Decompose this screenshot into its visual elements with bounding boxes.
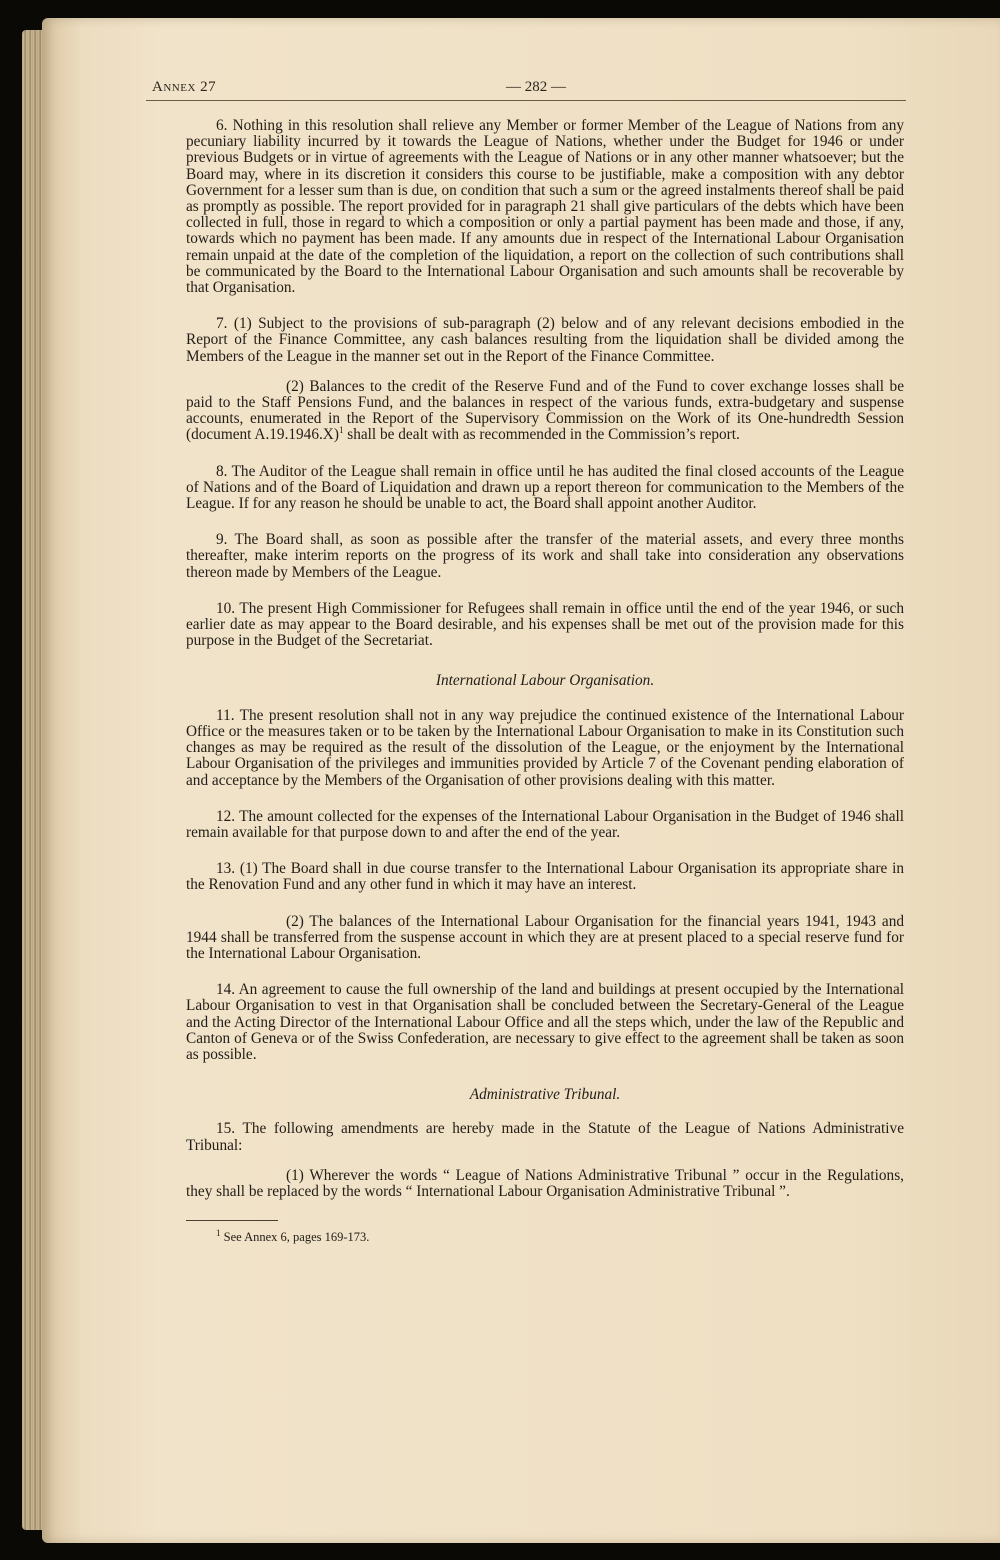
section-heading-ilo: International Labour Organisation.: [435, 672, 655, 690]
paragraph-7-2: [186, 379, 904, 444]
paragraph-15-1: (1) Wherever the words “ League of Nations Administrative Tribunal ” occur in the Regulations, they shall be replaced by the words “ International Labour Organisation Administrative Tribunal ”.: [186, 1166, 904, 1200]
paragraph-11: 11. The present resolution shall not in any way prejudice the continued existence of the International Labour Office or the measures taken or to be taken by the International Labour Organisation to make in its Constitution such changes as may be required as the result of the dissolution of the League, or the enjoyment by the International Labour Organisation of the privileges and immunities provided by Article 7 of the Covenant pending elaboration of and acceptance by the Members of the Organisation of other provisions dealing with this matter.: [186, 706, 904, 789]
paragraph-9: 9. The Board shall, as soon as possible after the transfer of the material assets, and every three months thereafter, make interim reports on the progress of its work and shall take into consideration any observations thereon made by Members of the League.: [186, 531, 904, 581]
page-number: — 282 —: [506, 79, 566, 95]
paragraph-14: 14. An agreement to cause the full ownership of the land and buildings at present occupied by the International Labour Organisation to vest in that Organisation shall be concluded between the Secretary-General of the League and the Acting Director of the International Labour Office and all the steps which, under the law of the Republic and Canton of Geneva or of the Swiss Confederation, are necessary to give effect to the agreement shall be taken as soon as possible.: [186, 981, 904, 1063]
document-body: [186, 118, 904, 1265]
footnote-divider: [186, 1220, 278, 1221]
paragraph-13-2: (2) The balances of the International Labour Organisation for the financial years 1941, 1943 and 1944 shall be transferred from the suspense account in which they are at present placed to a special reserve fund for the International Labour Organisation.: [186, 912, 904, 962]
annex-label: Annex 27: [152, 79, 217, 95]
paragraph-7-1: 7. (1) Subject to the provisions of sub-paragraph (2) below and of any relevant decisions embodied in the Report of the Finance Committee, any cash balances resulting from the liquidation shall be divided among the Members of the League in the manner set out in the Report of the Finance Committee.: [186, 315, 904, 365]
footnote-mark: 1: [216, 1228, 221, 1238]
paragraph-7-2-text: (2) Balances to the credit of the Reserve Fund and of the Fund to cover exchange losses shall be paid to the Staff Pensions Fund, and the balances in respect of the various funds, extra-budgetary and suspense accounts, enumerated in the Report of the Supervisory Commission on the Work of its One-hundredth Session (document A.19.1946.X): [186, 377, 904, 444]
paragraph-6: 6. Nothing in this resolution shall relieve any Member or former Member of the League of Nations from any pecuniary liability incurred by it towards the League of Nations, whether under the Budget for 1946 or under previous Budgets or in virtue of agreements with the League of Nations or in any other manner whatsoever; but the Board may, where in its discretion it considers this course to be justifiable, make a composition with any debtor Government for a lesser sum than is due, on condition that such a sum or the agreed instalments thereof shall be paid as promptly as possible. The report provided for in paragraph 21 shall give particulars of the debts which have been collected in full, those in regard to which a composition or only a partial payment has been made and those, if any, towards which no payment has been made. If any amounts due in respect of the International Labour Organisation remain unpaid at the date of the completion of the liquidation, a report on the collection of such contributions shall be communicated by the Board to the International Labour Organisation and such amounts shall be recoverable by that Organisation.: [186, 117, 904, 297]
footnote-reference: 1: [338, 425, 344, 436]
footnote-text: See Annex 6, pages 169-173.: [223, 1230, 370, 1245]
paragraph-13-1: 13. (1) The Board shall in due course transfer to the International Labour Organisation its appropriate share in the Renovation Fund and any other fund in which it may have an interest.: [186, 860, 904, 894]
paragraph-10: 10. The present High Commissioner for Refugees shall remain in office until the end of the year 1946, or such earlier date as may appear to the Board desirable, and his expenses shall be met out of the provision made for this purpose in the Budget of the Secretariat.: [186, 599, 904, 650]
paragraph-7-2-text-end: shall be dealt with as recommended in the Commission’s report.: [343, 426, 740, 444]
paragraph-12: 12. The amount collected for the expenses of the International Labour Organisation in the Budget of 1946 shall remain available for that purpose down to and after the end of the year.: [186, 807, 904, 841]
page-header: [146, 78, 906, 101]
paragraph-8: 8. The Auditor of the League shall remain in office until he has audited the final closed accounts of the League of Nations and of the Board of Liquidation and drawn up a report thereon for communication to the Members of the League. If for any reason he should be unable to act, the Board shall appoint another Auditor.: [186, 462, 904, 513]
paragraph-15: 15. The following amendments are hereby made in the Statute of the League of Nations Administrative Tribunal:: [186, 1120, 904, 1154]
footnote: [186, 1229, 904, 1245]
section-heading-tribunal: Administrative Tribunal.: [469, 1086, 621, 1104]
